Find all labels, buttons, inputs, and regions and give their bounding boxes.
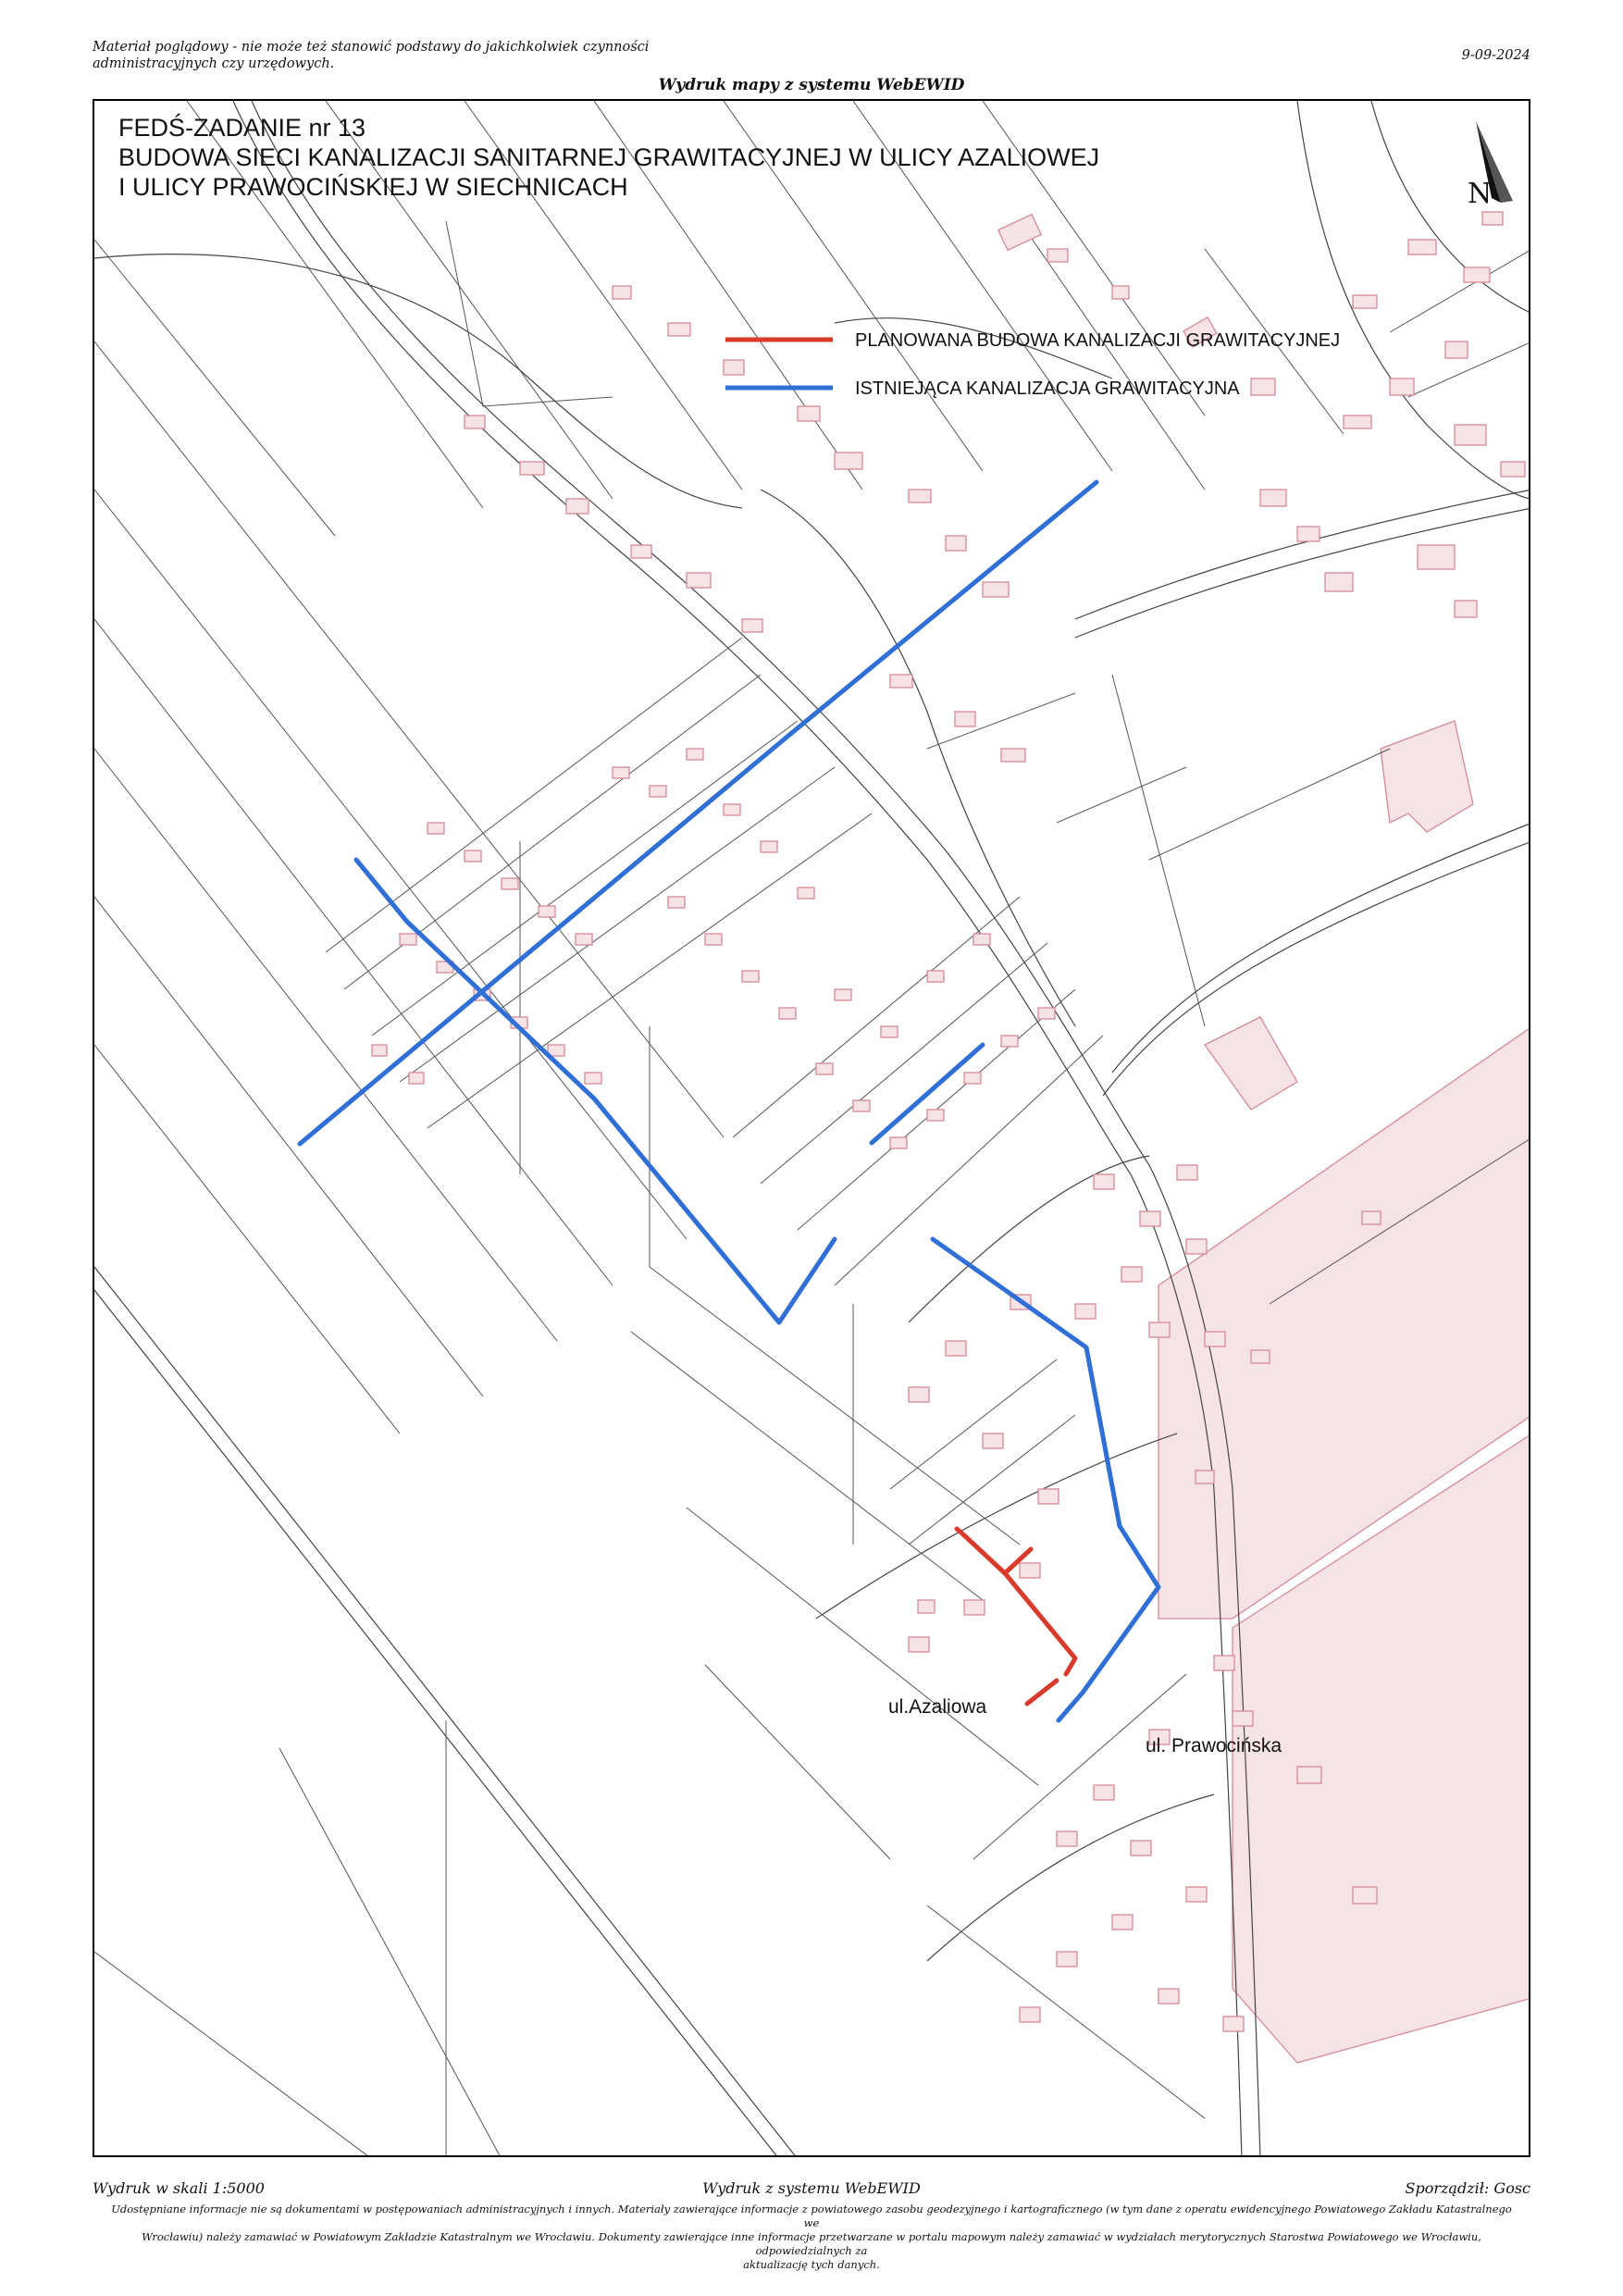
disclaimer: [93, 39, 666, 72]
street-label-prawocinska: ul. Prawocińska: [1146, 1735, 1282, 1756]
existing-sewer-line-3: [872, 1045, 983, 1143]
existing-sewer-line-2: [356, 860, 835, 1322]
legend: [725, 330, 1340, 399]
planned-sewer: [957, 1529, 1075, 1704]
map-title-line-2: BUDOWA SIECI KANALIZACJI SANITARNEJ GRAWITACYJNEJ W ULICY AZALIOWEJ: [118, 143, 1100, 171]
footer-system: Wydruk z systemu WebEWID: [702, 2179, 921, 2197]
disclaimer-line-1: Materiał poglądowy - nie może też stanowić podstawy do jakichkolwiek czynności: [93, 40, 650, 55]
footer-author: Sporządził: Gosc: [1405, 2179, 1530, 2197]
existing-sewer-line-4: [933, 1239, 1158, 1720]
map-canvas: [94, 101, 1530, 2157]
print-title: Wydruk mapy z systemu WebEWID: [658, 76, 965, 94]
planned-sewer-line-3: [1027, 1681, 1057, 1704]
north-label: N: [1468, 178, 1493, 210]
existing-sewer: [300, 482, 1158, 1720]
map-frame[interactable]: [93, 99, 1530, 2157]
footer-note-line-3: aktualizację tych danych.: [743, 2258, 880, 2271]
map-title-line-3: I ULICY PRAWOCIŃSKIEJ W SIECHNICACH: [118, 173, 628, 201]
street-label-azaliowa: ul.Azaliowa: [888, 1696, 987, 1718]
footer-note-line-2: Wrocławiu) należy zamawiać w Powiatowym Zakładzie Katastralnym we Wrocławiu. Dokumenty zawierające inne informacje przetwarzane w portalu mapowym należy zamawiać w wydziałach merytorycznych Starostwa Powiatowego we Wrocławiu, odpowiedzialnych za: [142, 2230, 1481, 2257]
legend-existing-label: ISTNIEJĄCA KANALIZACJA GRAWITACYJNA: [855, 379, 1240, 399]
print-date: 9-09-2024: [1461, 48, 1530, 63]
legend-planned-label: PLANOWANA BUDOWA KANALIZACJI GRAWITACYJNEJ: [855, 330, 1341, 351]
footer-note: [111, 2203, 1512, 2272]
footer-scale: Wydruk w skali 1:5000: [93, 2179, 265, 2197]
map-title-line-1: FEDŚ-ZADANIE nr 13: [118, 114, 366, 142]
north-arrow-icon: [1468, 121, 1513, 210]
footer-note-line-1: Udostępniane informacje nie są dokumentami w postępowaniach administracyjnych i innych. Materiały zawierające informacje z powiatowego zasobu geodezyjnego i kartograficznego (w tym dane z operatu ewidencyjnego Powiatowego Zakładu Katastralnego we: [111, 2203, 1512, 2229]
disclaimer-line-2: administracyjnych czy urzędowych.: [93, 56, 335, 71]
industrial-areas: [1158, 721, 1530, 2063]
map-title: [118, 112, 1099, 201]
